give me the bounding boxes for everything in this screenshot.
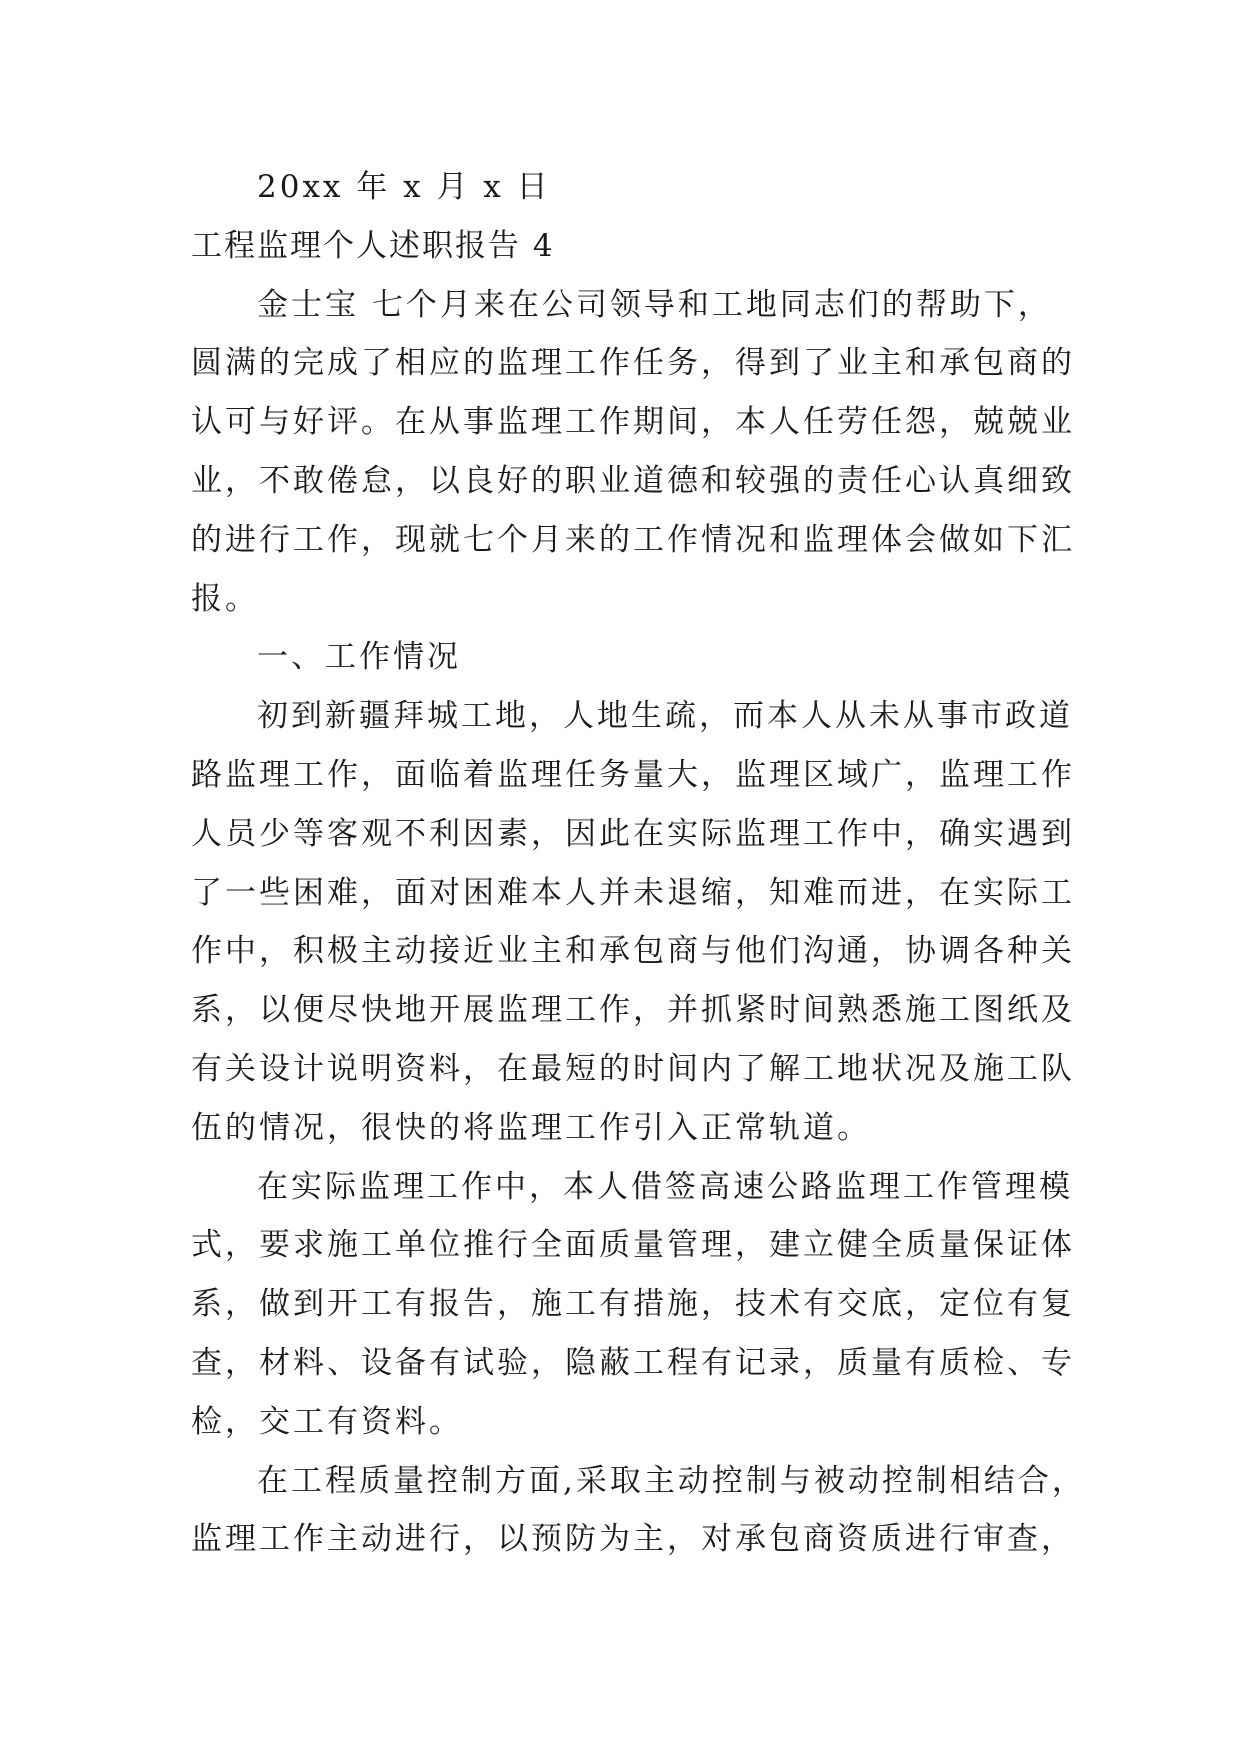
text-line: 圆满的完成了相应的监理工作任务，得到了业主和承包商的 [191, 345, 1075, 382]
report-text [191, 276, 1086, 1570]
text-line: 了一些困难，面对困难本人并未退缩，知难而进，在实际工 [191, 874, 1075, 911]
date-line: 20xx 年 x 月 x 日 [257, 169, 551, 205]
text-line: 路监理工作，面临着监理任务量大，监理区域广，监理工作 [191, 756, 1075, 793]
text-line: 一、工作情况 [257, 639, 461, 676]
text-line: 伍的情况，很快的将监理工作引入正常轨道。 [191, 1109, 871, 1146]
text-line: 业，不敢倦怠，以良好的职业道德和较强的责任心认真细致 [191, 462, 1075, 499]
text-line: 在实际监理工作中，本人借签高速公路监理工作管理模 [257, 1168, 1073, 1205]
text-line: 有关设计说明资料，在最短的时间内了解工地状况及施工队 [191, 1050, 1075, 1087]
report-title: 工程监理个人述职报告 4 [191, 227, 555, 264]
text-line: 检，交工有资料。 [191, 1403, 463, 1440]
document-body [191, 158, 1086, 1569]
text-line: 人员少等客观不利因素，因此在实际监理工作中，确实遇到 [191, 815, 1075, 852]
text-line: 作中，积极主动接近业主和承包商与他们沟通，协调各种关 [191, 933, 1075, 970]
text-line: 报。 [191, 580, 259, 617]
text-line: 系，以便尽快地开展监理工作，并抓紧时间熟悉施工图纸及 [191, 992, 1075, 1029]
text-line: 系，做到开工有报告，施工有措施，技术有交底，定位有复 [191, 1286, 1075, 1323]
text-line: 认可与好评。在从事监理工作期间，本人任劳任怨，兢兢业 [191, 404, 1075, 441]
text-line: 金士宝 七个月来在公司领导和工地同志们的帮助下， [257, 286, 1052, 323]
text-line: 式，要求施工单位推行全面质量管理，建立健全质量保证体 [191, 1227, 1075, 1264]
text-line: 的进行工作，现就七个月来的工作情况和监理体会做如下汇 [191, 521, 1075, 558]
text-line: 在工程质量控制方面,采取主动控制与被动控制相结合， [257, 1462, 1086, 1499]
text-line: 监理工作主动进行，以预防为主，对承包商资质进行审查， [191, 1521, 1075, 1558]
text-line: 初到新疆拜城工地，人地生疏，而本人从未从事市政道 [257, 698, 1073, 735]
text-line: 查，材料、设备有试验，隐蔽工程有记录，质量有质检、专 [191, 1344, 1075, 1381]
